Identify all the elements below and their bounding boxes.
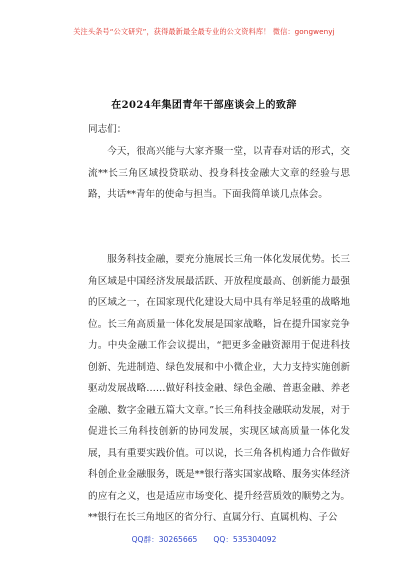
greeting (88, 119, 350, 141)
qq-group: QQ群：30265665 (131, 535, 198, 544)
paragraph-text: 服务科技金融，要充分施展长三角一体化发展优势。长三角区域是中国经济发展最活跃、开放程度最高、创新能力最强的区域之一，在国家现代化建设大局中具有举足轻重的战略地位。长三角高质量一体化发展是国家战略，旨在提升国家竞争力。中央金融工作会议提出，“把更多金融资源用于促进科技创新、先进制造、绿色发展和中小微企业，大力支持实施创新驱动发展战略……做好科技金融、绿色金融、普惠金融、养老金融、数字金融五篇大文章。”长三角科技金融联动发展，对于促进长三角科技创新的协同发展，实现区域高质量一体化发展，具有重要实践价值。可以说，长三角各机构通力合作做好科创企业金融服务，既是**银行落实国家战略、服务实体经济的应有之义，也是适应市场变化、提升经营质效的顺势之为。**银行在长三角地区的省分行、直属分行、直属机构、子公 (88, 254, 350, 523)
contact-footer (0, 534, 408, 545)
document-title: 在2024年集团青年干部座谈会上的致辞 (111, 100, 297, 111)
promo-banner: 关注头条号“公文研究”，获得最新最全最专业的公文资料库！ 微信：gongwenyj (73, 27, 335, 36)
paragraph-2 (88, 249, 350, 529)
greeting-text: 同志们： (88, 124, 127, 135)
paragraph-1 (88, 141, 350, 206)
paragraph-text: 今天，很高兴能与大家齐聚一堂，以青春对话的形式，交流**长三角区域投贷联动、投身科技金融大文章的经验与思路，共话**青年的使命与担当。下面我简单谈几点体会。 (88, 146, 350, 200)
qq-contact: QQ：535304092 (213, 535, 277, 544)
